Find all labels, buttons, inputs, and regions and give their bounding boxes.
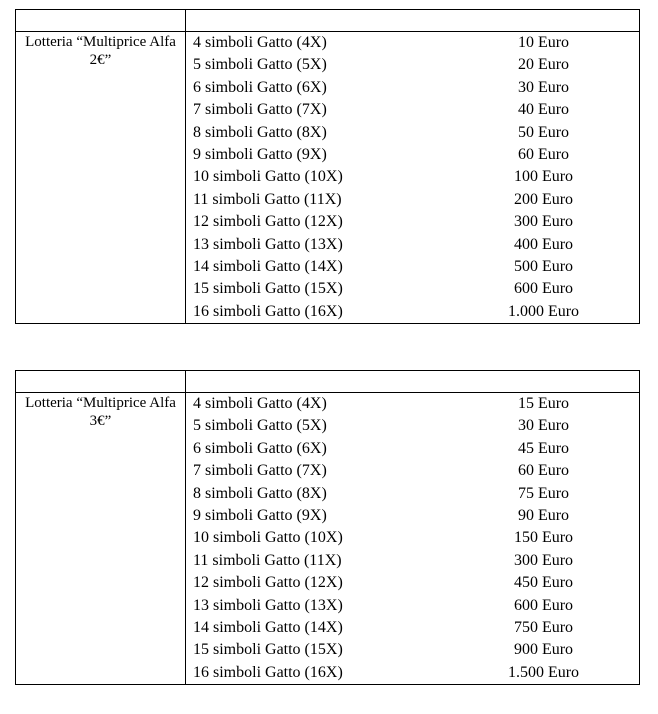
prize-row bbox=[186, 393, 639, 415]
symbol-count-label: 10 simboli Gatto (10X) bbox=[193, 168, 343, 186]
symbol-count-label: 5 simboli Gatto (5X) bbox=[193, 417, 327, 435]
prize-row bbox=[186, 99, 639, 121]
prize-row bbox=[186, 415, 639, 437]
prize-amount: 90 Euro bbox=[517, 506, 570, 524]
prize-amount: 1.500 Euro bbox=[507, 663, 580, 681]
prize-amount: 1.000 Euro bbox=[507, 302, 580, 320]
header-cell-empty bbox=[186, 371, 640, 393]
prize-row bbox=[186, 77, 639, 99]
symbol-count-label: 9 simboli Gatto (9X) bbox=[193, 506, 327, 524]
prize-table-1 bbox=[15, 9, 640, 324]
prize-row bbox=[186, 54, 639, 76]
symbol-count-label: 14 simboli Gatto (14X) bbox=[193, 618, 343, 636]
symbol-count-label: 6 simboli Gatto (6X) bbox=[193, 439, 327, 457]
prize-amount: 600 Euro bbox=[513, 280, 574, 298]
prize-amount: 400 Euro bbox=[513, 235, 574, 253]
prize-row bbox=[186, 166, 639, 188]
symbol-count-label: 11 simboli Gatto (11X) bbox=[193, 551, 342, 569]
prize-amount: 20 Euro bbox=[517, 56, 570, 74]
lottery-name: Lotteria “Multiprice Alfa 3€” bbox=[16, 393, 186, 685]
symbol-count-label: 13 simboli Gatto (13X) bbox=[193, 596, 343, 614]
prize-amount: 600 Euro bbox=[513, 596, 574, 614]
prize-rows bbox=[186, 32, 639, 323]
symbol-count-label: 15 simboli Gatto (15X) bbox=[193, 641, 343, 659]
prize-row bbox=[186, 639, 639, 661]
symbol-count-label: 15 simboli Gatto (15X) bbox=[193, 280, 343, 298]
prize-amount: 40 Euro bbox=[517, 101, 570, 119]
symbol-count-label: 7 simboli Gatto (7X) bbox=[193, 101, 327, 119]
prize-amount: 300 Euro bbox=[513, 213, 574, 231]
prize-amount: 75 Euro bbox=[517, 484, 570, 502]
symbol-count-label: 7 simboli Gatto (7X) bbox=[193, 462, 327, 480]
prize-row bbox=[186, 662, 639, 684]
symbol-count-label: 12 simboli Gatto (12X) bbox=[193, 213, 343, 231]
prize-row bbox=[186, 595, 639, 617]
prize-amount: 100 Euro bbox=[513, 168, 574, 186]
header-cell-empty bbox=[186, 10, 640, 32]
symbol-count-label: 8 simboli Gatto (8X) bbox=[193, 123, 327, 141]
prize-row bbox=[186, 483, 639, 505]
prize-amount: 10 Euro bbox=[517, 34, 570, 51]
prize-row bbox=[186, 32, 639, 54]
table-body-row bbox=[16, 393, 640, 685]
prize-row bbox=[186, 234, 639, 256]
symbol-count-label: 10 simboli Gatto (10X) bbox=[193, 529, 343, 547]
lottery-name: Lotteria “Multiprice Alfa 2€” bbox=[16, 32, 186, 324]
symbol-count-label: 4 simboli Gatto (4X) bbox=[193, 34, 327, 51]
prize-row bbox=[186, 211, 639, 233]
symbol-count-label: 14 simboli Gatto (14X) bbox=[193, 257, 343, 275]
prize-amount: 15 Euro bbox=[517, 395, 570, 412]
prize-row bbox=[186, 505, 639, 527]
prize-rows bbox=[186, 393, 639, 684]
table-body-row bbox=[16, 32, 640, 324]
prize-amount: 150 Euro bbox=[513, 529, 574, 547]
prize-amount: 50 Euro bbox=[517, 123, 570, 141]
prize-row bbox=[186, 144, 639, 166]
prize-amount: 750 Euro bbox=[513, 618, 574, 636]
header-cell-empty bbox=[16, 10, 186, 32]
prize-row bbox=[186, 256, 639, 278]
prize-row bbox=[186, 550, 639, 572]
prize-row bbox=[186, 572, 639, 594]
prize-amount: 200 Euro bbox=[513, 190, 574, 208]
prize-amount: 900 Euro bbox=[513, 641, 574, 659]
symbol-count-label: 8 simboli Gatto (8X) bbox=[193, 484, 327, 502]
prize-row bbox=[186, 278, 639, 300]
prize-amount: 450 Euro bbox=[513, 574, 574, 592]
prize-row bbox=[186, 527, 639, 549]
table-header-row bbox=[16, 10, 640, 32]
symbol-count-label: 11 simboli Gatto (11X) bbox=[193, 190, 342, 208]
symbol-count-label: 9 simboli Gatto (9X) bbox=[193, 145, 327, 163]
symbol-count-label: 6 simboli Gatto (6X) bbox=[193, 78, 327, 96]
prize-amount: 60 Euro bbox=[517, 462, 570, 480]
prize-row bbox=[186, 189, 639, 211]
symbol-count-label: 4 simboli Gatto (4X) bbox=[193, 395, 327, 412]
prize-row bbox=[186, 617, 639, 639]
prize-amount: 45 Euro bbox=[517, 439, 570, 457]
symbol-count-label: 5 simboli Gatto (5X) bbox=[193, 56, 327, 74]
prize-list-cell bbox=[186, 393, 640, 685]
header-cell-empty bbox=[16, 371, 186, 393]
prize-row bbox=[186, 122, 639, 144]
prize-list-cell bbox=[186, 32, 640, 324]
symbol-count-label: 16 simboli Gatto (16X) bbox=[193, 302, 343, 320]
prize-amount: 30 Euro bbox=[517, 78, 570, 96]
table-header-row bbox=[16, 371, 640, 393]
prize-row bbox=[186, 438, 639, 460]
prize-amount: 300 Euro bbox=[513, 551, 574, 569]
prize-table-2 bbox=[15, 370, 640, 685]
prize-amount: 500 Euro bbox=[513, 257, 574, 275]
symbol-count-label: 16 simboli Gatto (16X) bbox=[193, 663, 343, 681]
symbol-count-label: 13 simboli Gatto (13X) bbox=[193, 235, 343, 253]
prize-row bbox=[186, 301, 639, 323]
symbol-count-label: 12 simboli Gatto (12X) bbox=[193, 574, 343, 592]
prize-amount: 60 Euro bbox=[517, 145, 570, 163]
prize-amount: 30 Euro bbox=[517, 417, 570, 435]
prize-row bbox=[186, 460, 639, 482]
